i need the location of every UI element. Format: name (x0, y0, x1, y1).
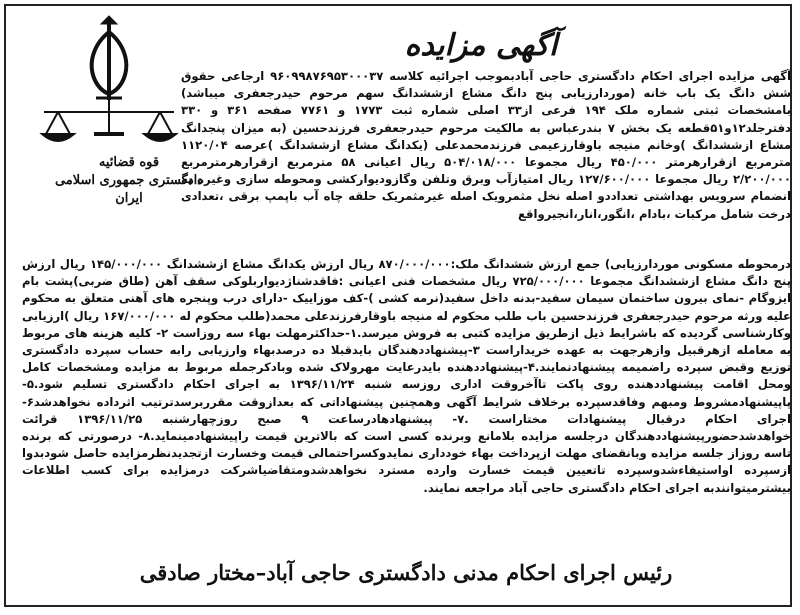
notice-title: آگهی مزایده (404, 28, 558, 63)
notice-frame (4, 4, 792, 607)
body-top-text: آگهی مزایده اجرای احکام دادگستری حاجی آبادبموجب اجرائیه کلاسه ۹۶۰۹۹۸۷۶۹۵۳۰۰۰۳۷ ارجاعی حقوق شش دانگ یک باب خانه (موردارزیابی پنج دانگ مشاع ازششدانگ سهم مرحوم حیدرجعفری میباشد) بامشخصات ثبتی شماره ملک ۱۹۴ فرعی از۳۳ اصلی شماره ثبت ۱۷۷۳ و ۷۷۶۱ صفحه ۳۶۱ و ۳۳۰ دفترجلد۱۲و۵۱قطعه یک بخش ۷ بندرعباس به مالکیت مرحوم حیدرجعفری فرزندحسین (به میزان پنجدانگ مشاع ازششدانگ )وخانم منیجه باوقارزعیمی فرزندمحمدعلی (یکدانگ مشاع ازششدانگ )عرصه ۱۱۲۰/۰۴ مترمربع ازقرارهرمتر ۴۵۰/۰۰۰ ریال مجموعا ۵۰۴/۰۱۸/۰۰۰ ریال اعیانی ۵۸ مترمربع ازقرارهرمترمربع ۲/۲۰۰/۰۰۰ ریال مجموعا ۱۲۷/۶۰۰/۰۰۰ ریال امتیازآب وبرق وتلفن وگازودیوارکشی ومحوطه سازی وغیره به انضمام سرویس بهداشتی تعداددو اصله نخل مثمرویک اصله غیرمثمریک حلقه چاه آب باپمپ برقی ،تعدادی درخت شامل مرکبات ،بادام ،انگور،انار،انجیرواقع (181, 69, 791, 221)
notice-body-bottom: درمحوطه مسکونی موردارزیابی) جمع ارزش ششدانگ ملک:۸۷۰/۰۰۰/۰۰۰ ریال ارزش یکدانگ مشاع ازششدانگ ۱۴۵/۰۰۰/۰۰۰ ریال ارزش پنج دانگ مشاع ازششدانگ مجموعا ۷۲۵/۰۰۰/۰۰۰ ریال مشخصات فنی اعیانی :فاقدشناژدیواربلوکی سقف آهن (طاق ضربی)پشت بام ایزوگام -نمای بیرون ساختمان سیمان سفید-بدنه داخل سفید(نرمه کشی )-کف موزاییک -دارای درب وپنجره های آهنی متعلق به محکوم علیه ورثه مرحوم حیدرجعفری فرزندحسین باب طلب محکوم له منیجه باوقارفرزندعلی محمد(طلب محکوم له ۱۶۷/۰۰۰/۰۰۰ ریال )ارزیابی وکارشناسی گردیده که باشرایط ذیل ازطریق مزایده کتبی به فروش میرسد.۱-حداکثرمهلت بهاء سه روزاست ۲- کلیه هزینه های مربوط به معامله ازهرقبیل وازهرجهت به عهده خریداراست ۳-پیشنهاددهندگان بایدقبلا ده درصدبهاء وارزیابی رابه حساب سپرده دادگستری توزیع وقبض سپرده راضمیمه پیشنهادنمایند.۴-پیشنهاددهنده بایدرعایت مهرولاک شده وبادکرجمله مربوط به مزایده ومشخصات کامل ومحل اقامت پیشنهاددهنده روی پاکت تاآخروقت اداری روزسه شنبه ۱۳۹۶/۱۱/۲۴ به اجرای احکام دادگستری تسلیم شود.۵-پاپیشنهادمشروط ومبهم وفاقدسپرده برخلاف شرایط آگهی وهمچنین پیشنهاداتی که بعدازوقت مقرربرسدترتیب اثرداده نخواهدشد۶-اجرای احکام درقبال پیشنهادات مختاراست .۷- پیشنهادهادرساعت ۹ صبح روزچهارشنبه ۱۳۹۶/۱۱/۲۵ قرائت خواهدشدحضورپیشنهاددهندگان درجلسه مزایده بلامانع وبرنده کسی است که بالاترین قیمت راپیشنهادمینماید.۸- درصورتی که برنده تاسه روزاز جلسه مزایده وبانقضای مهلت ازپرداخت بهاء خودداری نمایدوکسراحتمالی قیمت وخسارت ازتجدیدنظرمزایده حاصل شودبدوا ازسپرده اواستیفاءشدوسپرده تاتعیین قیمت خسارت وارده مسترد نخواهدشدومتقاضیاشرکت درمزایده برای کسب اطلاعات بیشترمیتوانندبه اجرای احکام دادگستری حاجی آباد مراجعه نمایند. (22, 257, 791, 495)
judiciary-emblem (24, 14, 204, 274)
notice-body-top (181, 68, 791, 254)
judiciary-label: قوه قضائیه دادگستری جمهوری اسلامی ایران (54, 155, 204, 206)
signature-line: رئیس اجرای احکام مدنی دادگستری حاجی آباد–مختار صادقی (139, 560, 673, 585)
iran-emblem-icon (24, 14, 194, 154)
